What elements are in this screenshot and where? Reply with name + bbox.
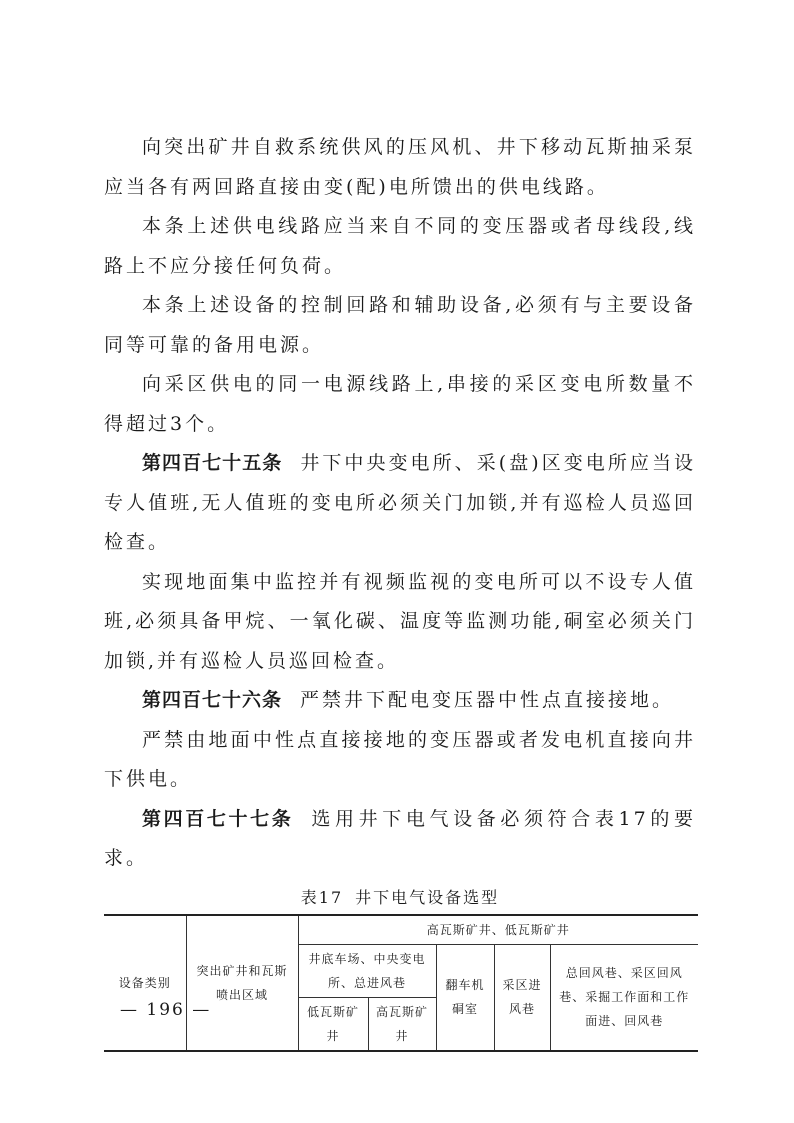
header-mining-intake: 采区进风巷 (494, 944, 550, 1051)
header-high-gas-mine: 高瓦斯矿井 (368, 997, 436, 1051)
paragraph (104, 721, 696, 800)
header-equipment-category: 设备类别 (104, 915, 186, 1051)
paragraph-text: 严禁井下配电变压器中性点直接接地。 (300, 689, 675, 711)
table-caption (104, 885, 696, 908)
equipment-selection-table (104, 914, 698, 1052)
table-title: 井下电气设备选型 (355, 887, 500, 907)
article-heading: 第四百七十七条 (142, 807, 294, 830)
paragraph-text: 井下中央变电所、采(盘)区变电所应当设专人值班,无人值班的变电所必须关门加锁,并有巡检人员巡回检查。 (104, 452, 696, 553)
paragraph-text: 本条上述供电线路应当来自不同的变压器或者母线段,线路上不应分接任何负荷。 (104, 215, 696, 277)
header-shaft-bottom: 井底车场、中央变电所、总进风巷 (298, 944, 436, 997)
article-heading: 第四百七十六条 (142, 689, 283, 711)
paragraph (104, 286, 696, 365)
table-number: 表17 (300, 887, 344, 907)
header-tippler-chamber: 翻车机硐室 (436, 944, 494, 1051)
header-low-gas-mine: 低瓦斯矿井 (298, 997, 368, 1051)
header-return-airways: 总回风巷、采区回风巷、采掘工作面和工作面进、回风巷 (550, 944, 698, 1051)
paragraph (104, 207, 696, 286)
paragraph-text: 选用井下电气设备必须符合表17的要求。 (104, 807, 696, 869)
paragraph-text: 向突出矿井自救系统供风的压风机、井下移动瓦斯抽采泵应当各有两回路直接由变(配)电所馈出的供电线路。 (104, 136, 696, 198)
paragraph (104, 563, 696, 682)
page-number: — 196 — (120, 1000, 212, 1020)
paragraph-text: 严禁由地面中性点直接接地的变压器或者发电机直接向井下供电。 (104, 728, 696, 790)
article-paragraph (104, 681, 696, 721)
document-body (104, 128, 696, 1052)
paragraph (104, 365, 696, 444)
paragraph (104, 128, 696, 207)
header-high-low-gas-mines: 高瓦斯矿井、低瓦斯矿井 (298, 915, 698, 945)
article-heading: 第四百七十五条 (142, 452, 283, 474)
paragraph-text: 向采区供电的同一电源线路上,串接的采区变电所数量不得超过3个。 (104, 373, 696, 435)
article-paragraph (104, 444, 696, 563)
paragraph-text: 实现地面集中监控并有视频监视的变电所可以不设专人值班,必须具备甲烷、一氧化碳、温度等监测功能,硐室必须关门加锁,并有巡检人员巡回检查。 (104, 570, 696, 672)
paragraph-text: 本条上述设备的控制回路和辅助设备,必须有与主要设备同等可靠的备用电源。 (104, 294, 696, 356)
article-paragraph (104, 800, 696, 879)
header-outburst-area: 突出矿井和瓦斯喷出区域 (186, 915, 298, 1051)
